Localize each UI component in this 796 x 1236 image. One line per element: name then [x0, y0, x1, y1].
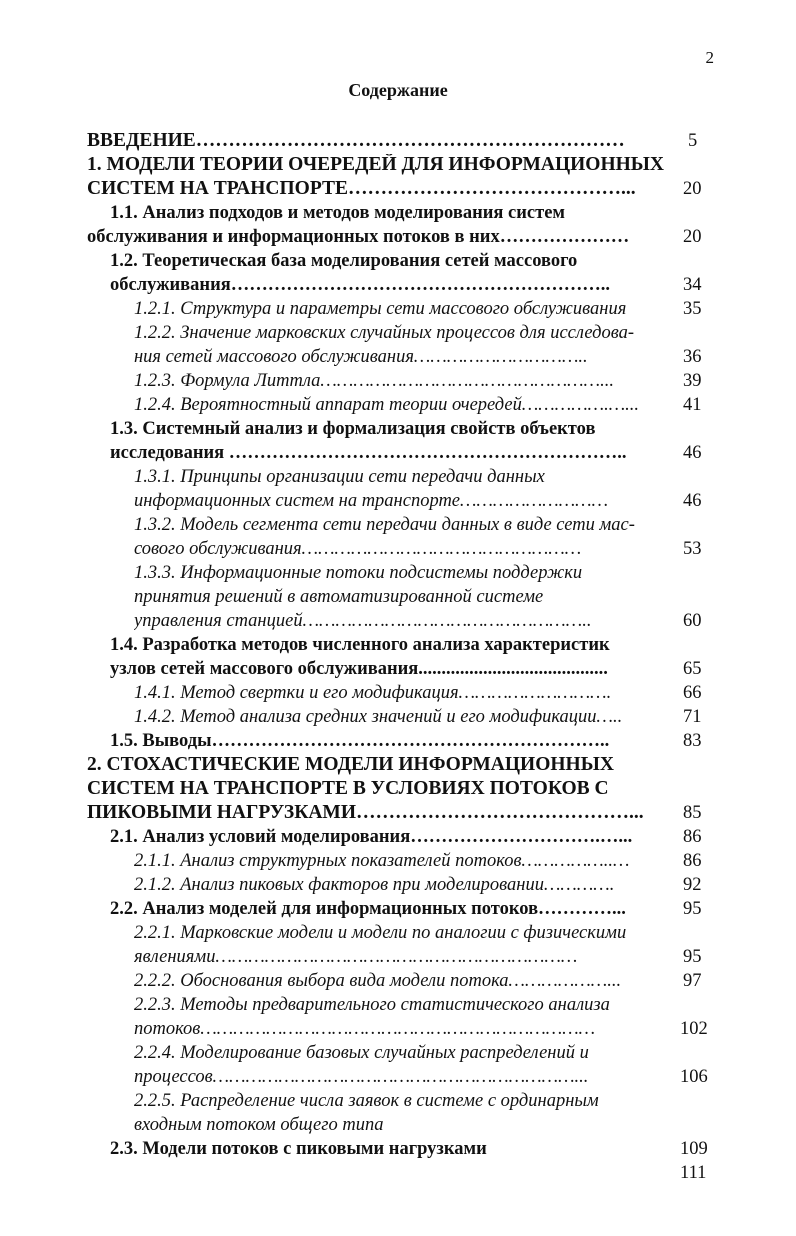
toc-entry-2-2-3[interactable]: 2.2.3. Методы предварительного статистического анализа [134, 995, 610, 1015]
toc-page-number: 36 [683, 347, 702, 367]
toc-page-number: 106 [680, 1067, 708, 1087]
toc-entry-2-2-4[interactable]: 2.2.4. Моделирование базовых случайных распределений и [134, 1043, 589, 1063]
page-number: 2 [705, 48, 714, 67]
toc-page-number: 86 [683, 851, 702, 871]
toc-entry-1-5[interactable]: 1.5. Выводы……………………………………………………….. [110, 731, 610, 751]
toc-page-number: 20 [683, 227, 702, 247]
page-title: Содержание [348, 80, 448, 100]
toc-entry-1-4-2[interactable]: 1.4.2. Метод анализа средних значений и его модификации….. [134, 707, 623, 727]
toc-entry-1-4-1[interactable]: 1.4.1. Метод свертки и его модификация………………………. [134, 683, 612, 703]
toc-page-number: 109 [680, 1139, 708, 1159]
toc-entry-2-2[interactable]: 2.2. Анализ моделей для информационных потоков…………... [110, 899, 626, 919]
toc-entry-1-2-3[interactable]: 1.2.3. Формула Литтла……………………………………………... [134, 371, 614, 391]
toc-page-number: 46 [683, 491, 702, 511]
toc-entry-2-3[interactable]: 2.3. Модели потоков с пиковыми нагрузками [110, 1139, 487, 1159]
toc-entry-1-2-4[interactable]: 1.2.4. Вероятностный аппарат теории очередей…………….…... [134, 395, 640, 415]
toc-entry-2-2-5-cont[interactable]: входным потоком общего типа [134, 1115, 384, 1135]
toc-page-number: 83 [683, 731, 702, 751]
toc-page-number: 35 [683, 299, 702, 319]
toc-page-number: 20 [683, 179, 702, 199]
toc-entry-1-1[interactable]: 1.1. Анализ подходов и методов моделирования систем [110, 203, 566, 223]
toc-page-number: 46 [683, 443, 702, 463]
toc-entry-2-2-3-cont[interactable]: потоков……………………………………………………………… [134, 1019, 596, 1039]
toc-entry-2-1[interactable]: 2.1. Анализ условий моделирования………………………….…... [110, 827, 633, 847]
toc-entry-1-3-1-cont[interactable]: информационных систем на транспорте……………………… [134, 491, 609, 511]
toc-entry-chapter-2[interactable]: 2. СТОХАСТИЧЕСКИЕ МОДЕЛИ ИНФОРМАЦИОННЫХ [87, 754, 614, 775]
toc-entry-1-3-3-cont2[interactable]: управления станцией…………………………………………….. [134, 611, 592, 631]
toc-entry-1-3-3[interactable]: 1.3.3. Информационные потоки подсистемы поддержки [134, 563, 583, 583]
toc-page-number: 53 [683, 539, 702, 559]
toc-entry-2-2-5[interactable]: 2.2.5. Распределение числа заявок в системе с ординарным [134, 1091, 599, 1111]
toc-page-number: 39 [683, 371, 702, 391]
toc-entry-1-3-2-cont[interactable]: сового обслуживания…………………………………………… [134, 539, 582, 559]
toc-entry-2-2-2[interactable]: 2.2.2. Обоснования выбора вида модели потока………………... [134, 971, 622, 991]
toc-page-number: 60 [683, 611, 702, 631]
toc-entry-1-2-1[interactable]: 1.2.1. Структура и параметры сети массового обслуживания [134, 299, 627, 319]
toc-page-number: 111 [680, 1163, 707, 1183]
toc-page-number: 66 [683, 683, 702, 703]
toc-page-number: 5 [688, 131, 698, 151]
toc-page-number: 95 [683, 899, 702, 919]
toc-page-number: 92 [683, 875, 702, 895]
toc-entry-2-2-1[interactable]: 2.2.1. Марковские модели и модели по аналогии с физическими [134, 923, 627, 943]
toc-entry-2-2-1-cont[interactable]: явлениями………………………………………………………… [134, 947, 578, 967]
toc-entry-1-3[interactable]: 1.3. Системный анализ и формализация свойств объектов [110, 419, 596, 439]
toc-entry-1-2-cont[interactable]: обслуживания…………………………………………………….. [110, 275, 610, 295]
toc-page-number: 97 [683, 971, 702, 991]
toc-entry-1-1-cont[interactable]: обслуживания и информационных потоков в них………………… [87, 227, 630, 247]
toc-entry-1-2[interactable]: 1.2. Теоретическая база моделирования сетей массового [110, 251, 578, 271]
toc-entry-chapter-1[interactable]: 1. МОДЕЛИ ТЕОРИИ ОЧЕРЕДЕЙ ДЛЯ ИНФОРМАЦИОННЫХ [87, 154, 665, 175]
toc-entry-1-3-3-cont[interactable]: принятия решений в автоматизированной системе [134, 587, 544, 607]
toc-page-number: 34 [683, 275, 702, 295]
toc-page-number: 85 [683, 803, 702, 823]
toc-entry-1-2-2[interactable]: 1.2.2. Значение марковских случайных процессов для исследова- [134, 323, 635, 343]
toc-page-number: 86 [683, 827, 702, 847]
toc-entry-2-2-4-cont[interactable]: процессов…………………………………………………………... [134, 1067, 589, 1087]
toc-page-number: 65 [683, 659, 702, 679]
toc-page-number: 95 [683, 947, 702, 967]
toc-entry-1-3-cont[interactable]: исследования ……………………………………………………….. [110, 443, 627, 463]
toc-entry-1-4[interactable]: 1.4. Разработка методов численного анализа характеристик [110, 635, 610, 655]
toc-page-number: 71 [683, 707, 702, 727]
toc-entry-1-4-cont[interactable]: узлов сетей массового обслуживания......................................... [110, 659, 608, 679]
toc-entry-chapter-2-cont2[interactable]: ПИКОВЫМИ НАГРУЗКАМИ……………………………………... [87, 802, 644, 823]
toc-entry-chapter-1-cont[interactable]: СИСТЕМ НА ТРАНСПОРТЕ……………………………………... [87, 178, 636, 199]
toc-entry-introduction[interactable]: ВВЕДЕНИЕ………………………………………………………… [87, 130, 625, 151]
toc-entry-2-1-1[interactable]: 2.1.1. Анализ структурных показателей потоков……………..… [134, 851, 630, 871]
toc-entry-1-3-2[interactable]: 1.3.2. Модель сегмента сети передачи данных в виде сети мас- [134, 515, 635, 535]
toc-entry-chapter-2-cont[interactable]: СИСТЕМ НА ТРАНСПОРТЕ В УСЛОВИЯХ ПОТОКОВ С [87, 778, 609, 799]
toc-page-number: 102 [680, 1019, 708, 1039]
toc-entry-1-3-1[interactable]: 1.3.1. Принципы организации сети передачи данных [134, 467, 545, 487]
toc-entry-1-2-2-cont[interactable]: ния сетей массового обслуживания………………………….. [134, 347, 588, 367]
toc-page-number: 41 [683, 395, 702, 415]
toc-entry-2-1-2[interactable]: 2.1.2. Анализ пиковых факторов при моделировании…………. [134, 875, 615, 895]
